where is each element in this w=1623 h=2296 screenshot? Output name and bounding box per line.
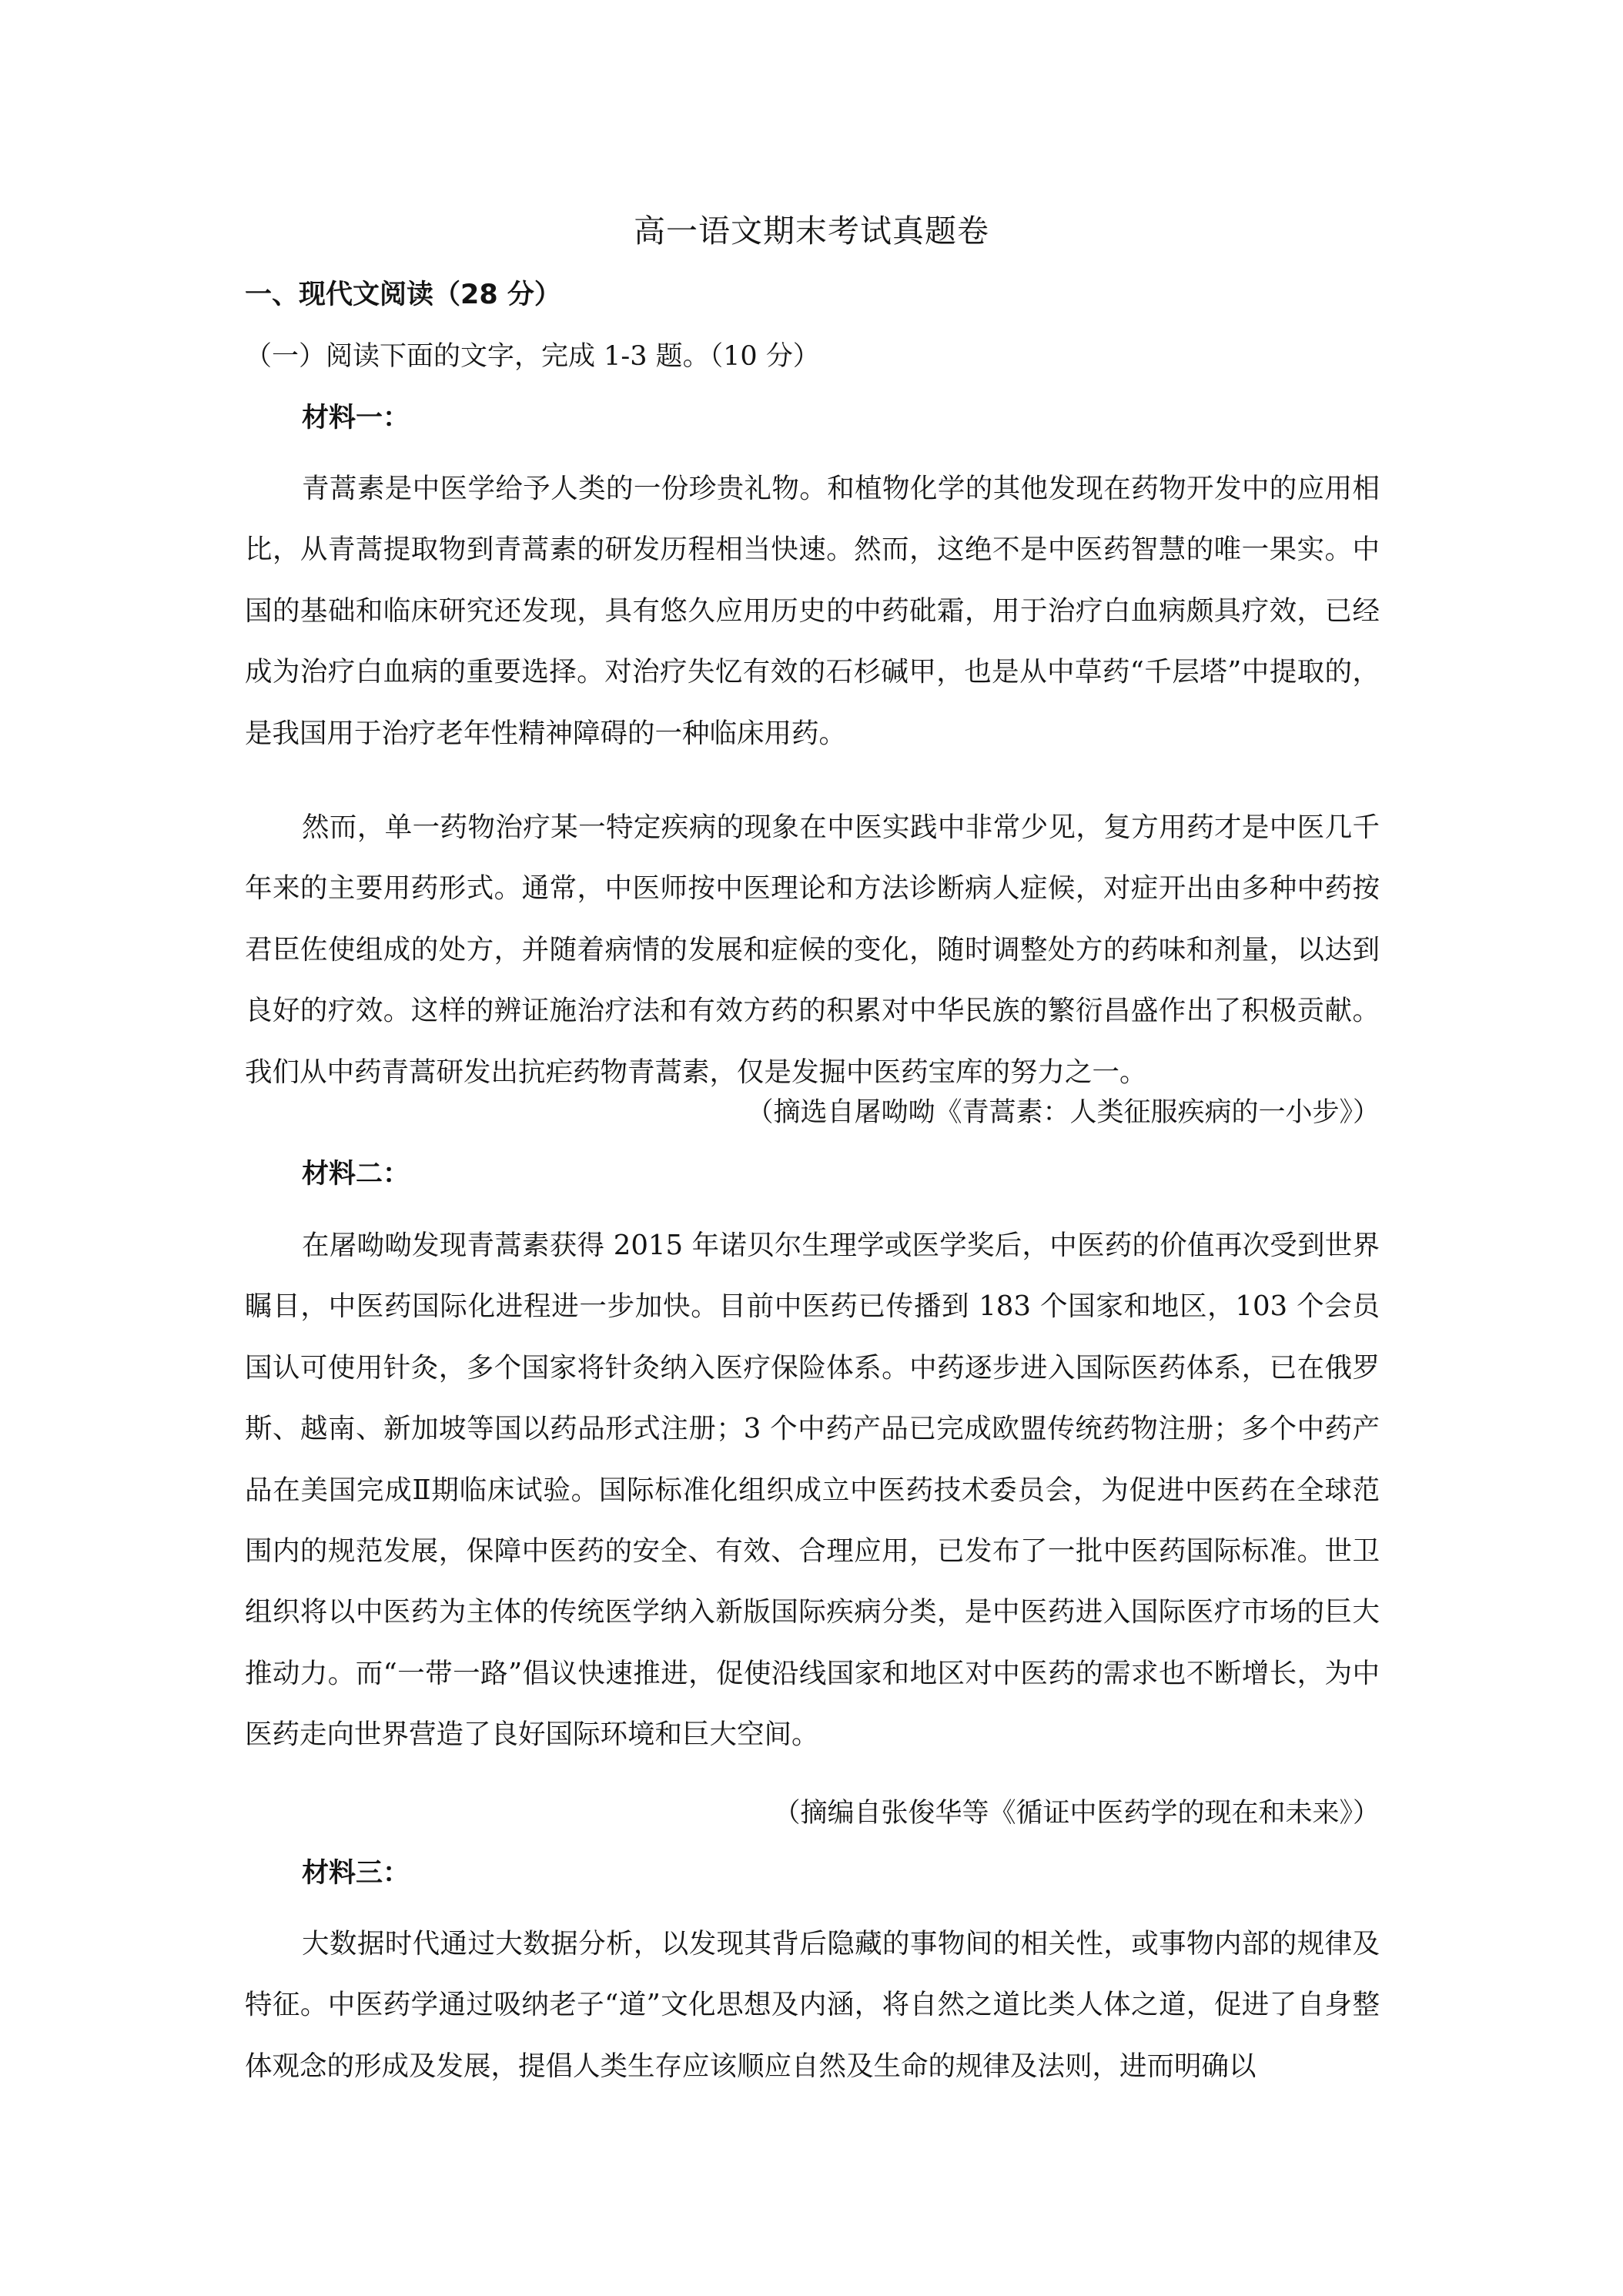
material-one-source: （摘选自屠呦呦《青蒿素：人类征服疾病的一小步》） xyxy=(746,1097,1380,1128)
section-heading: 一、现代文阅读（28 分） xyxy=(245,279,561,310)
question-instruction: （一）阅读下面的文字，完成 1-3 题。（10 分） xyxy=(245,341,820,372)
material-one-paragraph-1: 青蒿素是中医学给予人类的一份珍贵礼物。和植物化学的其他发现在药物开发中的应用相比，从青蒿提取物到青蒿素的研发历程相当快速。然而，这绝不是中医药智慧的唯一果实。中国的基础和临床研究还发现，具有悠久应用历史的中药砒霜，用于治疗白血病颇具疗效，已经成为治疗白血病的重要选择。对治疗失忆有效的石杉碱甲，也是从中草药“千层塔”中提取的，是我国用于治疗老年性精神障碍的一种临床用药。 xyxy=(245,473,1380,749)
page-title: 高一语文期末考试真题卷 xyxy=(634,213,989,249)
material-two-label: 材料二： xyxy=(302,1159,410,1190)
material-two-paragraph: 在屠呦呦发现青蒿素获得 2015 年诺贝尔生理学或医学奖后，中医药的价值再次受到世界瞩目，中医药国际化进程进一步加快。目前中医药已传播到 183 个国家和地区，103 个会员国认可使用针灸，多个国家将针灸纳入医疗保险体系。中药逐步进入国际医药体系，已在俄罗斯、越南、新加坡等国以药品形式注册；3 个中药产品已完成欧盟传统药物注册；多个中药产品在美国完成Ⅱ期临床试验。国际标准化组织成立中医药技术委员会，为促进中医药在全球范围内的规范发展，保障中医药的安全、有效、合理应用，已发布了一批中医药国际标准。世卫组织将以中医药为主体的传统医学纳入新版国际疾病分类，是中医药进入国际医疗市场的巨大推动力。而“一带一路”倡议快速推进，促使沿线国家和地区对中医药的需求也不断增长，为中医药走向世界营造了良好国际环境和巨大空间。 xyxy=(245,1230,1380,1751)
material-one-paragraph-2: 然而，单一药物治疗某一特定疾病的现象在中医实践中非常少见，复方用药才是中医几千年来的主要用药形式。通常，中医师按中医理论和方法诊断病人症候，对症开出由多种中药按君臣佐使组成的处方，并随着病情的发展和症候的变化，随时调整处方的药味和剂量，以达到良好的疗效。这样的辨证施治疗法和有效方药的积累对中华民族的繁衍昌盛作出了积极贡献。我们从中药青蒿研发出抗疟药物青蒿素，仅是发掘中医药宝库的努力之一。 xyxy=(245,812,1380,1088)
material-one-label: 材料一： xyxy=(302,403,410,433)
material-three-paragraph: 大数据时代通过大数据分析，以发现其背后隐藏的事物间的相关性，或事物内部的规律及特征。中医药学通过吸纳老子“道”文化思想及内涵，将自然之道比类人体之道，促进了自身整体观念的形成及发展，提倡人类生存应该顺应自然及生命的规律及法则，进而明确以 xyxy=(245,1928,1380,2082)
material-three-label: 材料三： xyxy=(302,1858,410,1889)
material-two-source: （摘编自张俊华等《循证中医药学的现在和未来》） xyxy=(773,1798,1380,1829)
